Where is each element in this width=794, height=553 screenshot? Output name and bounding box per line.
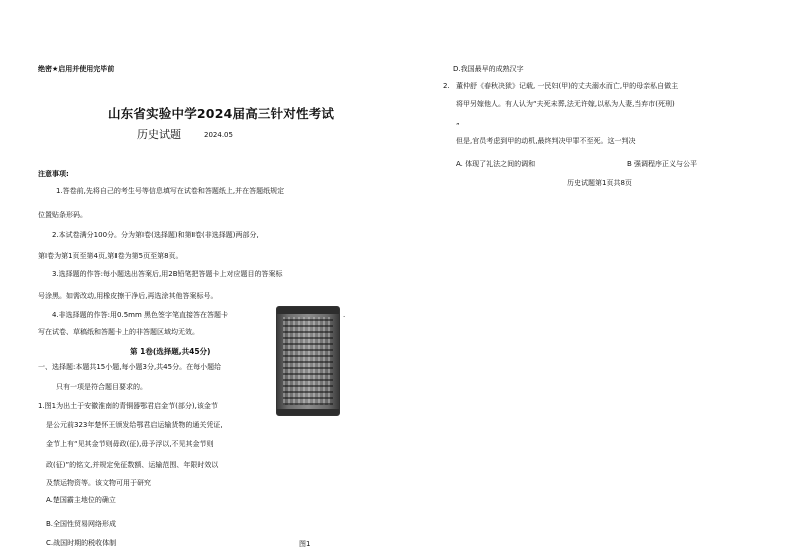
bronze-tally-image: [276, 306, 340, 416]
question2-line: 但是,官员考虑到甲的动机,最终判决甲罪不至死。这一判决: [456, 137, 636, 145]
tally-top-band: [277, 307, 339, 314]
exam-subject: 历史试题: [137, 128, 181, 141]
question2-line: 将甲另嫁他人。有人认为“夫死未葬,法无许嫁,以私为人妻,当弃市(死刑): [456, 100, 675, 108]
confidential-label: 绝密★启用并使用完毕前: [38, 65, 115, 73]
exam-date: 2024.05: [204, 131, 233, 139]
tally-inscription: [283, 317, 333, 405]
figure-caption: 图1: [299, 540, 311, 548]
notice-line: 号涂黑。如需改动,用橡皮擦干净后,再选涂其他答案标号。: [38, 292, 218, 300]
notice-line: 4.非选择题的作答:用0.5mm 黑色签字笔直接答在答题卡: [52, 311, 229, 319]
notice-line: 2.本试卷满分100分。分为第Ⅰ卷(选择题)和第Ⅱ卷(非选择题)两部分,: [52, 231, 259, 239]
question-line: 金节上有“见其金节则毋政(征),毋予浮以,不见其金节则: [46, 440, 214, 448]
question2-number: 2.: [443, 82, 450, 90]
question2-quote-end: ”: [456, 122, 460, 130]
exam-title: 山东省实验中学2024届高三针对性考试: [108, 106, 335, 121]
option-d: D.我国最早的成熟汉字: [453, 65, 524, 73]
question-line: 及禁运物资等。该文物可用于研究: [46, 479, 151, 487]
notice-line: 1.答卷前,先将自己的考生号等信息填写在试卷和答题纸上,并在答题纸规定: [56, 187, 285, 195]
section-title: 第 1卷(选择题,共45分): [130, 347, 211, 356]
page-number: 历史试题第1页共8页: [567, 179, 632, 187]
question2-option-b: B 强调程序正义与公平: [627, 160, 698, 168]
question-line: 1.图1为出土于安徽淮南的青铜器鄂君启金节(部分),该金节: [38, 402, 218, 410]
question-line: 政(征)”的铭文,并规定免征数额、运输范围、年限时效以: [46, 461, 219, 469]
section-intro: 一、选择题:本题共15小题,每小题3分,共45分。在每小题给: [38, 363, 222, 371]
section-intro-cont: 只有一项是符合题目要求的。: [56, 383, 147, 391]
notice-line: 位置贴条形码。: [38, 211, 87, 219]
notice-line: 第Ⅰ卷为第1页至第4页,第Ⅱ卷为第5页至第8页。: [38, 252, 183, 260]
stray-dot: .: [343, 311, 346, 319]
option-a: A.楚国霸主地位的确立: [46, 496, 116, 504]
option-b: B.全国性贸易网络形成: [46, 520, 117, 528]
option-c: C.战国时期的税收体制: [46, 539, 117, 547]
question2-line: 董仲舒《春秋决狱》记载, 一民妇(甲)的丈夫溺水而亡,甲的母亲私自做主: [456, 82, 679, 90]
notice-line: 3.选择题的作答:每小题选出答案后,用2B铅笔把答题卡上对应题目的答案标: [52, 270, 283, 278]
notice-heading: 注意事项:: [38, 170, 69, 178]
question-line: 是公元前323年楚怀王颁发给鄂君启运输货物的通关凭证,: [46, 421, 223, 429]
notice-line: 写在试卷、草稿纸和答题卡上的非答题区域均无效。: [38, 328, 199, 336]
question2-option-a: A. 体现了礼法之间的调和: [456, 160, 536, 168]
tally-bottom-band: [277, 409, 339, 415]
